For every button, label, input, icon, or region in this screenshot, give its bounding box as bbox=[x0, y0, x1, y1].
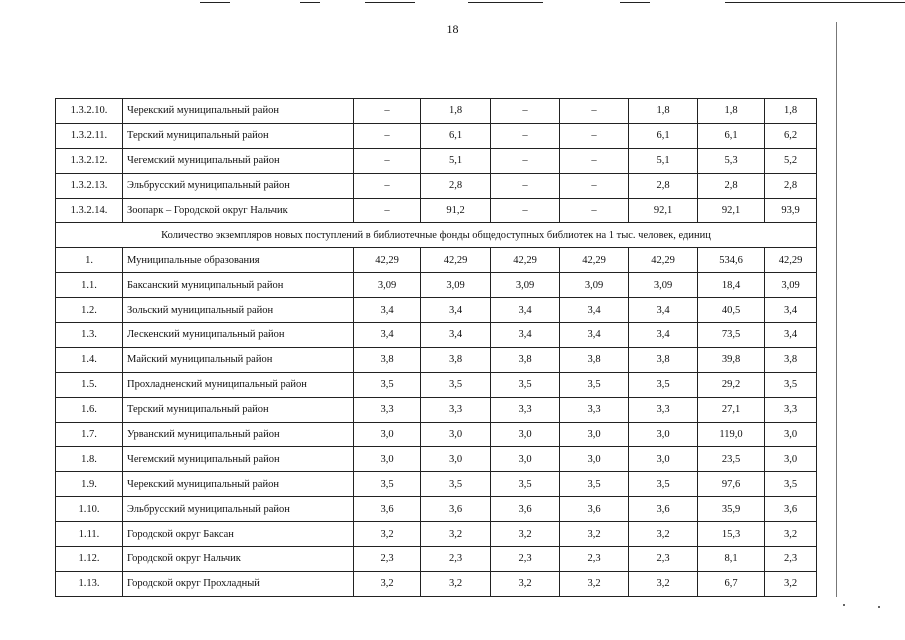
table-row bbox=[56, 298, 817, 323]
value-cell: 42,29 bbox=[560, 248, 629, 273]
value-cell: 6,1 bbox=[698, 123, 765, 148]
section-title: Количество экземпляров новых поступлений в библиотечные фонды общедоступных библиотек на 1 тыс. человек, единиц bbox=[56, 223, 817, 248]
value-cell: 3,0 bbox=[491, 422, 560, 447]
value-cell: 3,4 bbox=[491, 298, 560, 323]
value-cell: – bbox=[560, 123, 629, 148]
row-code: 1.3.2.12. bbox=[56, 148, 123, 173]
table-row bbox=[56, 422, 817, 447]
value-cell: 3,09 bbox=[354, 273, 421, 298]
value-cell: 3,6 bbox=[491, 497, 560, 522]
value-cell: 5,3 bbox=[698, 148, 765, 173]
value-cell: 3,09 bbox=[765, 273, 817, 298]
value-cell: – bbox=[354, 148, 421, 173]
value-cell: 3,5 bbox=[560, 472, 629, 497]
value-cell: 3,4 bbox=[765, 323, 817, 348]
statistics-table bbox=[55, 98, 817, 597]
table-row bbox=[56, 397, 817, 422]
value-cell: 42,29 bbox=[629, 248, 698, 273]
value-cell: – bbox=[560, 99, 629, 124]
value-cell: 3,4 bbox=[560, 323, 629, 348]
value-cell: 42,29 bbox=[765, 248, 817, 273]
row-name: Терский муниципальный район bbox=[123, 397, 354, 422]
value-cell: 3,6 bbox=[421, 497, 491, 522]
value-cell: 3,0 bbox=[354, 447, 421, 472]
value-cell: 3,3 bbox=[765, 397, 817, 422]
value-cell: 3,2 bbox=[765, 571, 817, 596]
value-cell: 3,4 bbox=[421, 323, 491, 348]
value-cell: 2,3 bbox=[765, 547, 817, 572]
value-cell: 35,9 bbox=[698, 497, 765, 522]
value-cell: 3,6 bbox=[765, 497, 817, 522]
row-code: 1.4. bbox=[56, 347, 123, 372]
row-code: 1.5. bbox=[56, 372, 123, 397]
value-cell: 92,1 bbox=[698, 198, 765, 223]
value-cell: 6,1 bbox=[629, 123, 698, 148]
value-cell: 3,5 bbox=[765, 372, 817, 397]
value-cell: 3,2 bbox=[421, 522, 491, 547]
value-cell: 40,5 bbox=[698, 298, 765, 323]
value-cell: 3,5 bbox=[629, 372, 698, 397]
value-cell: 42,29 bbox=[354, 248, 421, 273]
value-cell: 2,3 bbox=[629, 547, 698, 572]
value-cell: 3,3 bbox=[491, 397, 560, 422]
value-cell: 97,6 bbox=[698, 472, 765, 497]
row-code: 1.12. bbox=[56, 547, 123, 572]
value-cell: 119,0 bbox=[698, 422, 765, 447]
table-row bbox=[56, 372, 817, 397]
value-cell: 2,3 bbox=[421, 547, 491, 572]
scan-artifacts bbox=[0, 0, 905, 8]
table-row bbox=[56, 447, 817, 472]
value-cell: 3,0 bbox=[354, 422, 421, 447]
scan-dot bbox=[843, 604, 845, 606]
value-cell: 3,09 bbox=[491, 273, 560, 298]
value-cell: 3,3 bbox=[629, 397, 698, 422]
value-cell: 3,8 bbox=[629, 347, 698, 372]
value-cell: – bbox=[560, 198, 629, 223]
value-cell: 3,6 bbox=[560, 497, 629, 522]
value-cell: 23,5 bbox=[698, 447, 765, 472]
value-cell: 3,0 bbox=[491, 447, 560, 472]
value-cell: 3,5 bbox=[629, 472, 698, 497]
value-cell: 3,2 bbox=[629, 571, 698, 596]
value-cell: 92,1 bbox=[629, 198, 698, 223]
value-cell: – bbox=[354, 198, 421, 223]
value-cell: 3,0 bbox=[560, 447, 629, 472]
table-row bbox=[56, 497, 817, 522]
table-row bbox=[56, 347, 817, 372]
value-cell: 3,5 bbox=[421, 472, 491, 497]
value-cell: 3,5 bbox=[765, 472, 817, 497]
value-cell: 6,1 bbox=[421, 123, 491, 148]
value-cell: 3,8 bbox=[354, 347, 421, 372]
value-cell: 3,4 bbox=[421, 298, 491, 323]
row-code: 1.13. bbox=[56, 571, 123, 596]
row-code: 1.6. bbox=[56, 397, 123, 422]
value-cell: 1,8 bbox=[421, 99, 491, 124]
value-cell: 15,3 bbox=[698, 522, 765, 547]
row-code: 1.7. bbox=[56, 422, 123, 447]
table-row bbox=[56, 148, 817, 173]
row-code: 1.11. bbox=[56, 522, 123, 547]
value-cell: 1,8 bbox=[629, 99, 698, 124]
table-row bbox=[56, 522, 817, 547]
value-cell: – bbox=[354, 173, 421, 198]
value-cell: 3,2 bbox=[354, 571, 421, 596]
value-cell: 3,2 bbox=[491, 522, 560, 547]
row-name: Зоопарк – Городской округ Нальчик bbox=[123, 198, 354, 223]
value-cell: 3,5 bbox=[491, 472, 560, 497]
table-row bbox=[56, 323, 817, 348]
value-cell: 3,5 bbox=[421, 372, 491, 397]
row-name: Чегемский муниципальный район bbox=[123, 447, 354, 472]
table-row bbox=[56, 571, 817, 596]
value-cell: 3,0 bbox=[421, 447, 491, 472]
row-name: Черекский муниципальный район bbox=[123, 99, 354, 124]
table-row bbox=[56, 173, 817, 198]
row-name: Городской округ Нальчик bbox=[123, 547, 354, 572]
value-cell: 3,2 bbox=[765, 522, 817, 547]
value-cell: 534,6 bbox=[698, 248, 765, 273]
row-name: Эльбрусский муниципальный район bbox=[123, 173, 354, 198]
value-cell: 6,7 bbox=[698, 571, 765, 596]
value-cell: – bbox=[560, 173, 629, 198]
row-name: Прохладненский муниципальный район bbox=[123, 372, 354, 397]
value-cell: 5,2 bbox=[765, 148, 817, 173]
value-cell: 3,5 bbox=[354, 372, 421, 397]
value-cell: 3,5 bbox=[560, 372, 629, 397]
table-row bbox=[56, 99, 817, 124]
table-row bbox=[56, 123, 817, 148]
value-cell: 3,0 bbox=[629, 422, 698, 447]
value-cell: 3,8 bbox=[421, 347, 491, 372]
row-code: 1.3.2.14. bbox=[56, 198, 123, 223]
value-cell: 3,3 bbox=[354, 397, 421, 422]
value-cell: 3,6 bbox=[629, 497, 698, 522]
value-cell: 18,4 bbox=[698, 273, 765, 298]
row-name: Лескенский муниципальный район bbox=[123, 323, 354, 348]
value-cell: 29,2 bbox=[698, 372, 765, 397]
table-row bbox=[56, 273, 817, 298]
row-code: 1.3.2.11. bbox=[56, 123, 123, 148]
value-cell: 3,6 bbox=[354, 497, 421, 522]
value-cell: 3,2 bbox=[560, 522, 629, 547]
value-cell: – bbox=[491, 198, 560, 223]
value-cell: 3,2 bbox=[491, 571, 560, 596]
value-cell: 2,8 bbox=[765, 173, 817, 198]
value-cell: 39,8 bbox=[698, 347, 765, 372]
row-code: 1.1. bbox=[56, 273, 123, 298]
value-cell: 3,4 bbox=[354, 323, 421, 348]
row-code: 1.2. bbox=[56, 298, 123, 323]
value-cell: – bbox=[491, 123, 560, 148]
row-code: 1.9. bbox=[56, 472, 123, 497]
value-cell: 3,3 bbox=[560, 397, 629, 422]
value-cell: – bbox=[491, 148, 560, 173]
value-cell: 2,3 bbox=[354, 547, 421, 572]
value-cell: 3,8 bbox=[560, 347, 629, 372]
row-name: Зольский муниципальный район bbox=[123, 298, 354, 323]
row-code: 1.3.2.10. bbox=[56, 99, 123, 124]
value-cell: 3,2 bbox=[421, 571, 491, 596]
value-cell: 2,8 bbox=[698, 173, 765, 198]
value-cell: 3,8 bbox=[491, 347, 560, 372]
value-cell: 2,8 bbox=[421, 173, 491, 198]
row-code: 1.3.2.13. bbox=[56, 173, 123, 198]
value-cell: 27,1 bbox=[698, 397, 765, 422]
page-number: 18 bbox=[446, 22, 459, 36]
table-row bbox=[56, 472, 817, 497]
row-name: Черекский муниципальный район bbox=[123, 472, 354, 497]
value-cell: – bbox=[491, 173, 560, 198]
page-edge-line bbox=[836, 22, 837, 597]
row-name: Баксанский муниципальный район bbox=[123, 273, 354, 298]
value-cell: 2,8 bbox=[629, 173, 698, 198]
value-cell: 3,0 bbox=[629, 447, 698, 472]
row-name: Терский муниципальный район bbox=[123, 123, 354, 148]
value-cell: 2,3 bbox=[560, 547, 629, 572]
value-cell: 3,2 bbox=[560, 571, 629, 596]
scan-dot bbox=[878, 606, 880, 608]
value-cell: 91,2 bbox=[421, 198, 491, 223]
table-row bbox=[56, 547, 817, 572]
row-code: 1.10. bbox=[56, 497, 123, 522]
value-cell: 2,3 bbox=[491, 547, 560, 572]
row-name: Майский муниципальный район bbox=[123, 347, 354, 372]
value-cell: 3,4 bbox=[629, 323, 698, 348]
value-cell: 3,4 bbox=[354, 298, 421, 323]
value-cell: 3,09 bbox=[560, 273, 629, 298]
value-cell: 42,29 bbox=[421, 248, 491, 273]
value-cell: 3,0 bbox=[765, 447, 817, 472]
value-cell: – bbox=[491, 99, 560, 124]
row-name: Городской округ Прохладный bbox=[123, 571, 354, 596]
value-cell: 93,9 bbox=[765, 198, 817, 223]
value-cell: 3,2 bbox=[629, 522, 698, 547]
table-row bbox=[56, 248, 817, 273]
row-name: Городской округ Баксан bbox=[123, 522, 354, 547]
value-cell: 6,2 bbox=[765, 123, 817, 148]
row-code: 1.8. bbox=[56, 447, 123, 472]
value-cell: 3,0 bbox=[765, 422, 817, 447]
value-cell: 3,4 bbox=[629, 298, 698, 323]
table-row bbox=[56, 198, 817, 223]
value-cell: 3,8 bbox=[765, 347, 817, 372]
value-cell: 3,09 bbox=[421, 273, 491, 298]
value-cell: 3,0 bbox=[560, 422, 629, 447]
row-code: 1. bbox=[56, 248, 123, 273]
value-cell: 3,3 bbox=[421, 397, 491, 422]
row-name: Урванский муниципальный район bbox=[123, 422, 354, 447]
value-cell: 3,2 bbox=[354, 522, 421, 547]
value-cell: 5,1 bbox=[629, 148, 698, 173]
row-name: Чегемский муниципальный район bbox=[123, 148, 354, 173]
row-name: Муниципальные образования bbox=[123, 248, 354, 273]
value-cell: 1,8 bbox=[765, 99, 817, 124]
value-cell: 3,0 bbox=[421, 422, 491, 447]
row-code: 1.3. bbox=[56, 323, 123, 348]
value-cell: – bbox=[560, 148, 629, 173]
value-cell: 1,8 bbox=[698, 99, 765, 124]
value-cell: – bbox=[354, 123, 421, 148]
value-cell: 3,09 bbox=[629, 273, 698, 298]
value-cell: 42,29 bbox=[491, 248, 560, 273]
value-cell: – bbox=[354, 99, 421, 124]
value-cell: 3,5 bbox=[491, 372, 560, 397]
value-cell: 5,1 bbox=[421, 148, 491, 173]
value-cell: 8,1 bbox=[698, 547, 765, 572]
value-cell: 3,4 bbox=[491, 323, 560, 348]
value-cell: 73,5 bbox=[698, 323, 765, 348]
value-cell: 3,4 bbox=[765, 298, 817, 323]
value-cell: 3,5 bbox=[354, 472, 421, 497]
section-header-row bbox=[56, 223, 817, 248]
row-name: Эльбрусский муниципальный район bbox=[123, 497, 354, 522]
value-cell: 3,4 bbox=[560, 298, 629, 323]
